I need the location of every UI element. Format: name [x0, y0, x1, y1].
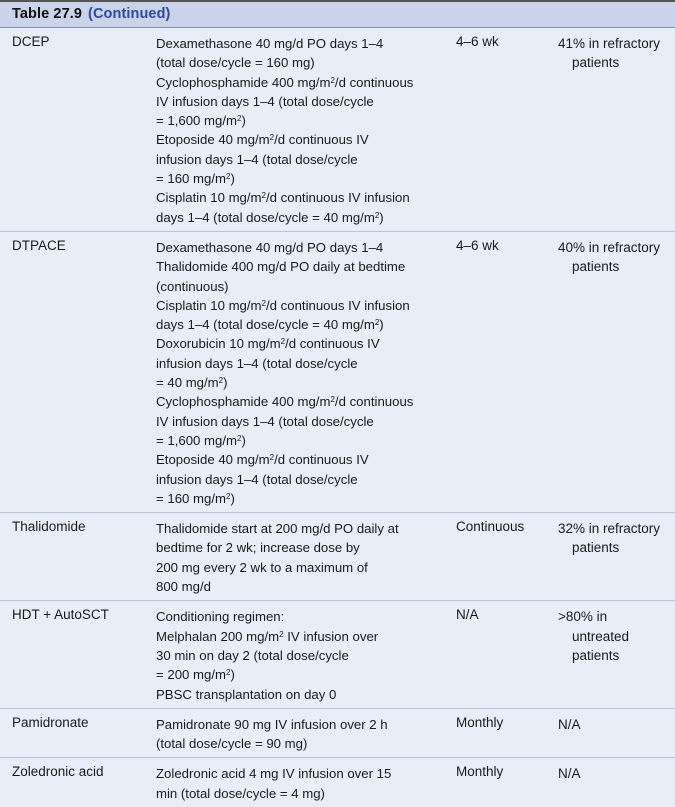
- response-line: untreated: [572, 628, 630, 644]
- drug-line: = 160 $mg/m^2$): [156, 490, 235, 506]
- duration: Monthly: [456, 764, 504, 780]
- response-line: patients: [572, 647, 620, 663]
- response-line: patients: [572, 55, 620, 71]
- drug-entry: [156, 334, 450, 392]
- drug-line: 200 mg every 2 wk to a maximum of: [156, 559, 368, 575]
- duration: N/A: [456, 607, 479, 623]
- response-rate: [558, 34, 673, 73]
- table-row: [0, 232, 675, 513]
- drug-entry: [156, 519, 450, 596]
- response-rate: [558, 238, 673, 277]
- drug-line: Cyclophosphamide 400 $mg/m^2/d$ continuous: [156, 394, 414, 410]
- drug-line: = 40 $mg/m^2$): [156, 375, 228, 391]
- drug-entry: [156, 392, 450, 450]
- drug-line: IV infusion days 1–4 (total dose/cycle: [156, 93, 374, 109]
- response-rate: [558, 764, 673, 783]
- drug-line: = 1,600 $mg/m^2$): [156, 432, 246, 448]
- table-number: Table 27.9: [12, 6, 83, 22]
- drug-line: infusion days 1–4 (total dose/cycle: [156, 471, 358, 487]
- regimen-drugs: [156, 607, 450, 703]
- table-row: [0, 28, 675, 232]
- drug-entry: [156, 238, 450, 257]
- drug-line: Cyclophosphamide 400 $mg/m^2/d$ continuous: [156, 74, 414, 90]
- duration: Continuous: [456, 519, 525, 535]
- drug-line: = 160 $mg/m^2$): [156, 171, 235, 187]
- drug-entry: [156, 607, 450, 626]
- drug-line: infusion days 1–4 (total dose/cycle: [156, 151, 358, 167]
- drug-line: days 1–4 (total dose/cycle = 40 $mg/m^2$): [156, 209, 384, 225]
- regimen-drugs: [156, 34, 450, 227]
- drug-line: Etoposide 40 $mg/m^2/d$ continuous IV: [156, 132, 369, 148]
- table-title-bar: [0, 0, 675, 28]
- response-line: N/A: [558, 716, 581, 732]
- drug-line: Pamidronate 90 mg IV infusion over 2 h: [156, 716, 388, 732]
- response-rate: [558, 519, 673, 558]
- response-line: 41% in refractory: [558, 36, 661, 51]
- drug-entry: [156, 627, 450, 685]
- response-rate: [558, 607, 673, 665]
- drug-line: Cisplatin 10 $mg/m^2/d$ continuous IV infusion: [156, 297, 410, 313]
- response-line: N/A: [558, 766, 581, 782]
- drug-line: bedtime for 2 wk; increase dose by: [156, 540, 360, 556]
- table-row: [0, 513, 675, 601]
- drug-entry: [156, 188, 450, 227]
- response-line: 32% in refractory: [558, 521, 661, 537]
- duration: Monthly: [456, 714, 504, 730]
- drug-line: (continuous): [156, 278, 229, 294]
- regimen-drugs: [156, 764, 450, 803]
- duration: 4–6 wk: [456, 237, 499, 253]
- drug-entry: [156, 73, 450, 131]
- regimen-drugs: [156, 238, 450, 508]
- regimen-table: [0, 28, 675, 807]
- regimen-name: Zoledronic acid: [12, 764, 104, 780]
- drug-entry: [156, 715, 450, 754]
- drug-entry: [156, 296, 450, 335]
- regimen-name: Thalidomide: [12, 519, 86, 535]
- regimen-name: DCEP: [12, 34, 50, 49]
- table-row: [0, 709, 675, 759]
- table-row: [0, 758, 675, 807]
- drug-line: (total dose/cycle = 160 mg): [156, 55, 315, 71]
- drug-line: infusion days 1–4 (total dose/cycle: [156, 355, 358, 371]
- drug-line: (total dose/cycle = 90 mg): [156, 736, 308, 752]
- drug-line: 800 mg/d: [156, 579, 211, 595]
- response-line: >80% in: [558, 609, 608, 625]
- drug-entry: [156, 34, 450, 73]
- response-line: 40% in refractory: [558, 239, 661, 255]
- drug-line: Thalidomide 400 mg/d PO daily at bedtime: [156, 259, 406, 275]
- drug-entry: [156, 130, 450, 188]
- response-rate: [558, 715, 673, 734]
- regimen-drugs: [156, 519, 450, 596]
- drug-line: Dexamethasone 40 mg/d PO days 1–4: [156, 36, 384, 51]
- drug-line: = 1,600 $mg/m^2$): [156, 113, 246, 129]
- drug-line: 30 min on day 2 (total dose/cycle: [156, 647, 349, 663]
- drug-line: min (total dose/cycle = 4 mg): [156, 785, 325, 801]
- regimen-name: HDT + AutoSCT: [12, 607, 109, 623]
- response-line: patients: [572, 540, 620, 556]
- regimen-name: DTPACE: [12, 237, 66, 253]
- table-row: [0, 601, 675, 708]
- drug-line: IV infusion days 1–4 (total dose/cycle: [156, 413, 374, 429]
- drug-entry: [156, 764, 450, 803]
- duration: 4–6 wk: [456, 34, 499, 49]
- response-line: patients: [572, 259, 620, 275]
- drug-line: Melphalan 200 $mg/m^2$ IV infusion over: [156, 628, 379, 644]
- drug-line: Doxorubicin 10 $mg/m^2/d$ continuous IV: [156, 336, 380, 352]
- regimen-drugs: [156, 715, 450, 754]
- drug-line: Etoposide 40 $mg/m^2/d$ continuous IV: [156, 452, 369, 468]
- drug-line: Zoledronic acid 4 mg IV infusion over 15: [156, 766, 392, 782]
- drug-entry: [156, 257, 450, 296]
- drug-line: days 1–4 (total dose/cycle = 40 $mg/m^2$): [156, 317, 384, 333]
- regimen-name: Pamidronate: [12, 714, 89, 730]
- drug-line: Conditioning regimen:: [156, 609, 285, 625]
- drug-line: Thalidomide start at 200 mg/d PO daily at: [156, 521, 399, 537]
- drug-entry: [156, 450, 450, 508]
- drug-line: Dexamethasone 40 mg/d PO days 1–4: [156, 239, 384, 255]
- drug-line: PBSC transplantation on day 0: [156, 686, 337, 702]
- drug-line: Cisplatin 10 $mg/m^2/d$ continuous IV infusion: [156, 190, 410, 206]
- continued-label: (Continued): [88, 6, 171, 22]
- drug-entry: [156, 685, 450, 704]
- drug-line: = 200 $mg/m^2$): [156, 667, 235, 683]
